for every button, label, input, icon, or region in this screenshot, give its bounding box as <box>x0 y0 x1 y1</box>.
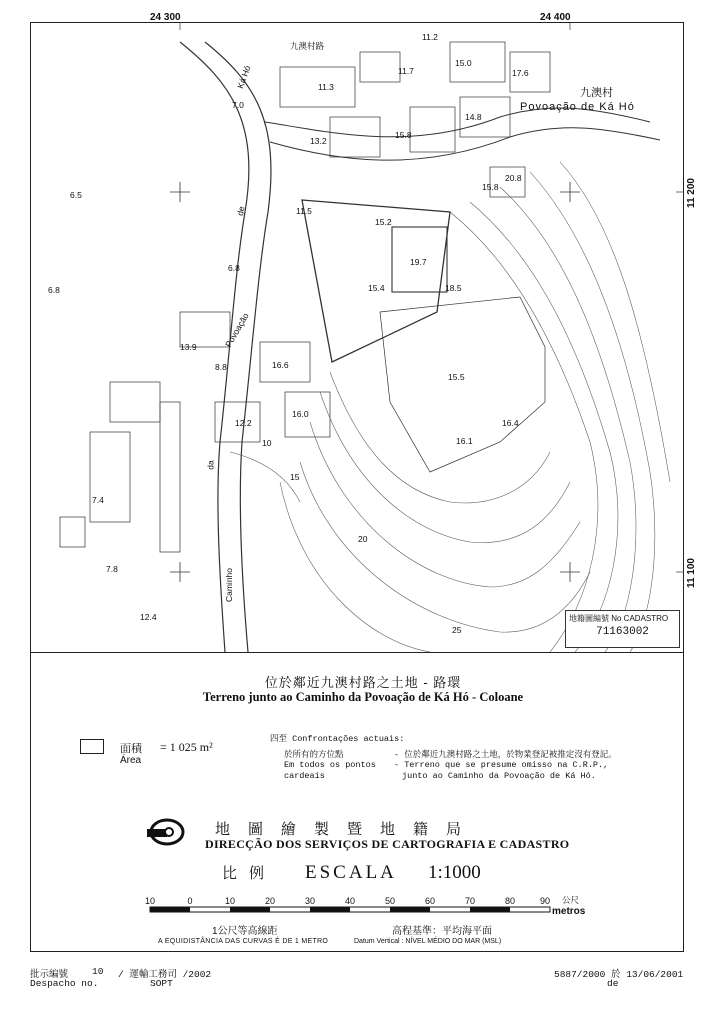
height-label: 8.8 <box>215 362 227 372</box>
scale-unit-pt: metros <box>552 906 586 917</box>
despacho-org: / 運輸工務司 /2002 <box>118 969 212 980</box>
height-label: 13.2 <box>310 136 327 146</box>
height-label: 16.1 <box>456 436 473 446</box>
scale-tick: 50 <box>384 896 396 906</box>
area-value: = 1 025 m² <box>160 740 213 754</box>
legend-area-swatch <box>80 739 104 754</box>
contour-label: 10 <box>262 438 272 448</box>
scale-tick: 0 <box>187 896 193 906</box>
height-label: 16.0 <box>292 409 309 419</box>
dscc-logo-icon <box>145 817 185 847</box>
contour-label: 20 <box>358 534 368 544</box>
height-label: 16.6 <box>272 360 289 370</box>
contour-note-pt: A EQUIDISTÂNCIA DAS CURVAS É DE 1 METRO <box>158 938 329 945</box>
height-label: 15.2 <box>375 217 392 227</box>
road-label-ka-ho: Ká Hó <box>235 64 253 90</box>
cadastro-label-zh: 地籍圖編號 <box>569 614 609 623</box>
scale-tick: 10 <box>144 896 156 906</box>
despacho-sopt: SOPT <box>150 978 173 989</box>
scale-tick: 20 <box>264 896 276 906</box>
height-label: 11.5 <box>296 206 312 216</box>
height-label: 14.8 <box>465 112 482 122</box>
despacho-label-pt: Despacho no. <box>30 978 99 989</box>
village-label-jiuao: 九澳村 <box>580 87 613 99</box>
contour-note-zh: 1公尺等高線距 <box>212 926 278 937</box>
height-label: 17.6 <box>512 68 529 78</box>
height-label: 6.8 <box>48 285 60 295</box>
cadastral-map <box>30 22 684 652</box>
confront-right-pt2: junto ao Caminho da Povoação de Ká Hó. <box>402 771 596 781</box>
scale-tick: 40 <box>344 896 356 906</box>
cadastro-number: 71163002 <box>596 626 649 638</box>
height-label: 15.4 <box>368 283 385 293</box>
road-label-caminho: Caminho <box>224 567 235 603</box>
reference-de: de <box>607 978 619 989</box>
scale-label-pt: ESCALA <box>305 862 397 883</box>
contour-label: 25 <box>452 625 462 635</box>
height-label: 11.2 <box>422 32 438 42</box>
height-label: 15.0 <box>455 58 472 68</box>
department-zh: 地圖繪製暨地籍局 <box>215 821 480 838</box>
area-label-pt: Área <box>120 755 142 766</box>
road-label-jiuao: 九澳村路 <box>290 41 325 51</box>
scale-tick: 90 <box>539 896 551 906</box>
contour-label: 15 <box>290 472 300 482</box>
height-label: 13.9 <box>180 342 197 352</box>
coord-x-left: 24 300 <box>150 12 181 23</box>
height-label: 7.4 <box>92 495 104 505</box>
scale-bar <box>145 904 555 918</box>
despacho-label-zh: 批示編號 <box>30 969 69 980</box>
confront-left-zh: 於所有的方位點 <box>284 750 344 760</box>
confront-left-pt2: cardeais <box>284 771 325 781</box>
coord-y-top: 11 200 <box>686 178 697 209</box>
height-label: 15.8 <box>395 130 412 140</box>
confrontacoes-heading: 四至 Confrontações actuais: <box>270 734 405 744</box>
confront-right-zh: - 位於鄰近九澳村路之土地，於物業登記被推定沒有登記。 <box>394 750 617 760</box>
confront-left-pt1: Em todos os pontos <box>284 760 376 770</box>
height-label: 7.0 <box>232 100 244 110</box>
datum-pt: Datum Vertical : NÍVEL MÉDIO DO MAR (MSL) <box>354 938 502 945</box>
scale-value: 1:1000 <box>428 862 481 883</box>
scale-tick: 80 <box>504 896 516 906</box>
reference-date: 5887/2000 於 13/06/2001 <box>554 969 684 980</box>
height-label: 7.8 <box>106 564 118 574</box>
cadastro-box <box>565 610 680 648</box>
area-label-zh: 面積 <box>120 743 142 755</box>
height-label: 16.4 <box>502 418 519 428</box>
department-pt: DIRECÇÃO DOS SERVIÇOS DE CARTOGRAFIA E CADASTRO <box>205 837 570 851</box>
title-zh: 位於鄰近九澳村路之土地 - 路環 <box>264 675 462 690</box>
road-label-de: de <box>234 205 247 217</box>
height-label: 19.7 <box>410 257 427 267</box>
coord-y-bottom: 11 100 <box>686 558 697 589</box>
title-pt: Terreno junto ao Caminho da Povoação de Ká Hó - Coloane <box>202 690 524 704</box>
height-label: 15.8 <box>482 182 499 192</box>
road-label-da: da <box>205 460 216 470</box>
scale-tick: 70 <box>464 896 476 906</box>
scale-tick: 30 <box>304 896 316 906</box>
map-divider <box>30 652 684 653</box>
height-label: 20.8 <box>505 173 522 183</box>
height-label: 18.5 <box>445 283 462 293</box>
height-label: 12.2 <box>235 418 252 428</box>
height-label: 6.5 <box>70 190 82 200</box>
height-label: 11.7 <box>398 66 414 76</box>
height-label: 12.4 <box>140 612 157 622</box>
scale-label-zh: 比例 <box>222 865 277 882</box>
despacho-number: 10 <box>92 966 104 977</box>
height-label: 6.8 <box>228 263 240 273</box>
scale-tick: 10 <box>224 896 236 906</box>
height-label: 11.3 <box>318 82 334 92</box>
height-label: 15.5 <box>448 372 465 382</box>
road-label-povoacao: Povoação <box>223 311 251 349</box>
scale-unit-zh: 公尺 <box>562 895 580 905</box>
cadastro-label-pt: No CADASTRO <box>611 614 669 623</box>
coord-x-right: 24 400 <box>540 12 571 23</box>
confront-right-pt1: - Terreno que se presume omisso na C.R.P., <box>394 760 609 770</box>
road-label-povoacao-ka-ho: Povoação de Ká Hó <box>520 101 635 113</box>
datum-zh: 高程基準：平均海平面 <box>392 926 492 937</box>
scale-tick: 60 <box>424 896 436 906</box>
